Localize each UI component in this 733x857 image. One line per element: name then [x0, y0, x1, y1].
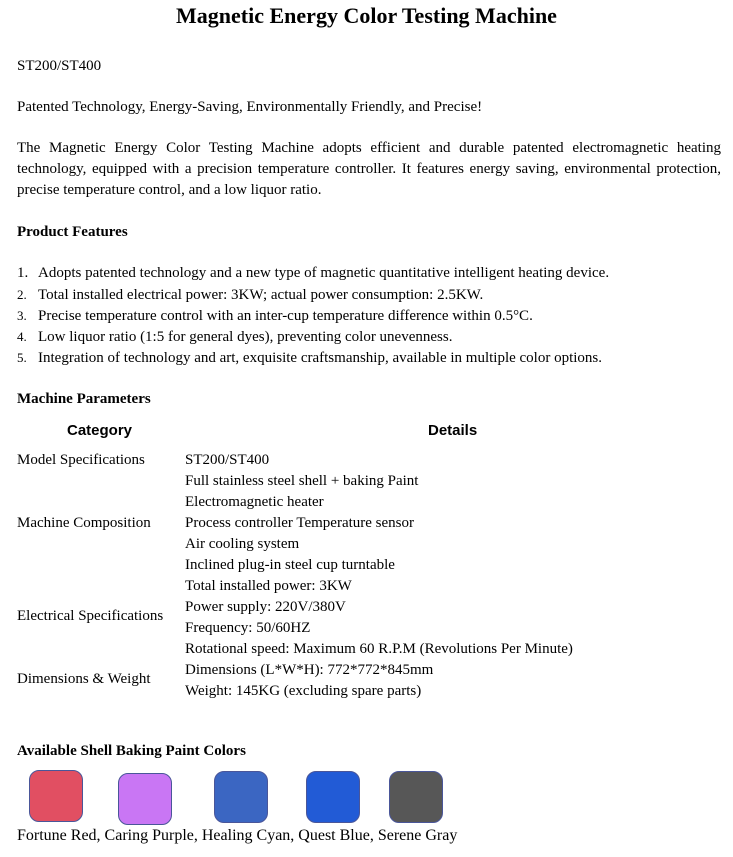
feature-item — [17, 326, 609, 347]
category-model-specifications: Model Specifications — [17, 452, 145, 468]
feature-item — [17, 263, 609, 284]
feature-number: 4. — [17, 329, 27, 344]
feature-item — [17, 347, 609, 368]
detail-item: Air cooling system — [185, 536, 300, 552]
colors-heading: Available Shell Baking Paint Colors — [17, 743, 246, 759]
feature-number: 2. — [17, 287, 27, 302]
features-list — [17, 263, 609, 368]
column-header-details: Details — [428, 422, 478, 439]
detail-item: Frequency: 50/60HZ — [185, 620, 311, 636]
intro-paragraph: The Magnetic Energy Color Testing Machine adopts efficient and durable patented electromagnetic heating technology, equipped with a precision temperature controller. It features energy saving, environmental protection, precise temperature control, and a low liquor ratio. — [17, 140, 721, 198]
column-header-category: Category — [67, 422, 133, 439]
detail-item: Total installed power: 3KW — [185, 578, 352, 594]
feature-number: 5. — [17, 350, 27, 365]
feature-item — [17, 284, 609, 305]
category-electrical-specifications: Electrical Specifications — [17, 608, 164, 624]
model-line: ST200/ST400 — [17, 58, 102, 74]
feature-text: Low liquor ratio (1:5 for general dyes), preventing color unevenness. — [38, 329, 453, 345]
feature-text: Precise temperature control with an inter-cup temperature difference within 0.5°C. — [38, 308, 533, 324]
feature-item — [17, 305, 609, 326]
detail-item: Weight: 145KG (excluding spare parts) — [185, 683, 422, 699]
feature-number: 3. — [17, 308, 27, 323]
features-heading: Product Features — [17, 224, 128, 240]
detail-item: Full stainless steel shell + baking Paint — [185, 473, 419, 489]
feature-text: Total installed electrical power: 3KW; actual power consumption: 2.5KW. — [38, 287, 484, 303]
detail-item: ST200/ST400 — [185, 452, 270, 468]
feature-number: 1. — [17, 265, 29, 281]
detail-item: Inclined plug-in steel cup turntable — [185, 557, 395, 573]
detail-item: Electromagnetic heater — [185, 494, 324, 510]
feature-text: Adopts patented technology and a new type of magnetic quantitative intelligent heating device. — [38, 265, 610, 281]
swatch-fortune-red — [29, 770, 83, 822]
category-machine-composition: Machine Composition — [17, 515, 151, 531]
detail-item: Rotational speed: Maximum 60 R.P.M (Revolutions Per Minute) — [185, 641, 573, 657]
page-title: Magnetic Energy Color Testing Machine — [176, 3, 557, 28]
category-dimensions-weight: Dimensions & Weight — [17, 671, 151, 687]
tagline: Patented Technology, Energy-Saving, Environmentally Friendly, and Precise! — [17, 99, 483, 115]
swatch-caring-purple — [118, 773, 172, 825]
swatch-serene-gray — [389, 771, 443, 823]
parameters-heading: Machine Parameters — [17, 391, 151, 407]
detail-item: Power supply: 220V/380V — [185, 599, 346, 615]
detail-item: Dimensions (L*W*H): 772*772*845mm — [185, 662, 434, 678]
swatch-quest-blue — [306, 771, 360, 823]
detail-item: Process controller Temperature sensor — [185, 515, 415, 531]
swatch-healing-cyan — [214, 771, 268, 823]
details-list — [185, 450, 573, 702]
colors-caption: Fortune Red, Caring Purple, Healing Cyan, Quest Blue, Serene Gray — [17, 827, 458, 844]
feature-text: Integration of technology and art, exquisite craftsmanship, available in multiple color options. — [38, 350, 603, 366]
